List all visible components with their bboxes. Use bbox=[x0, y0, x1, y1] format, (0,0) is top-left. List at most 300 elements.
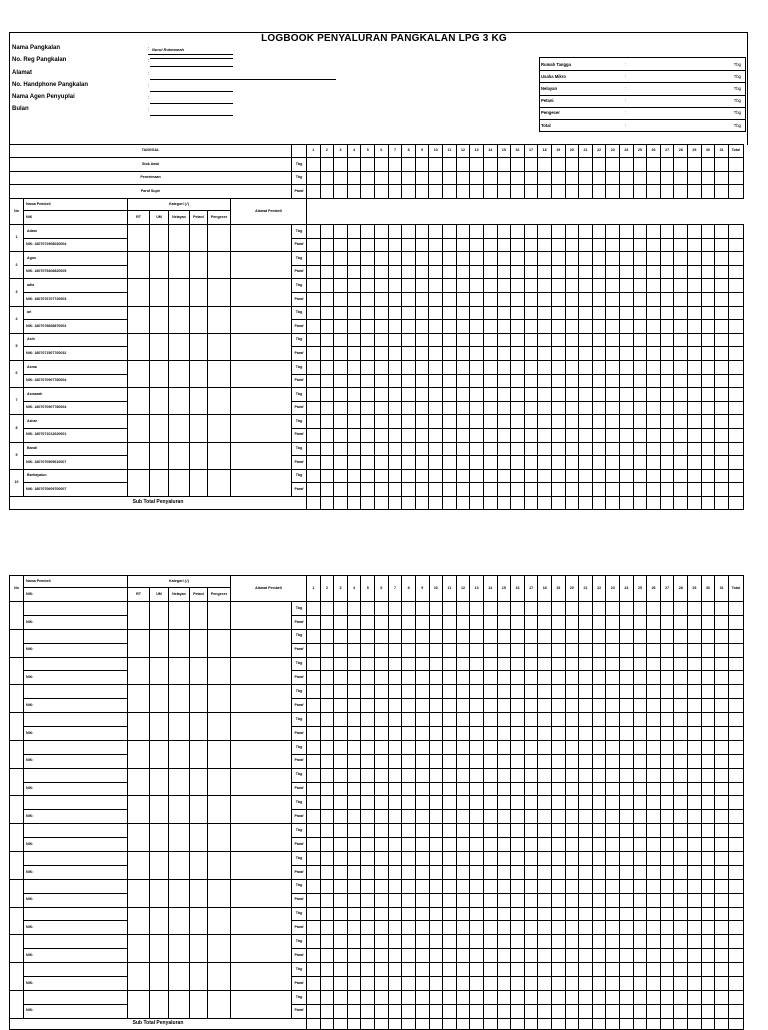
day-cell bbox=[715, 768, 729, 782]
day-cell bbox=[606, 685, 620, 699]
day-cell bbox=[592, 306, 606, 320]
day-cell bbox=[470, 893, 484, 907]
day-cell bbox=[347, 483, 361, 497]
day-cell bbox=[320, 306, 334, 320]
day-cell bbox=[497, 768, 511, 782]
day-cell bbox=[402, 279, 416, 293]
day-cell bbox=[347, 963, 361, 977]
category-check-cell bbox=[169, 252, 190, 279]
day-cell bbox=[415, 442, 429, 456]
day-cell bbox=[511, 865, 525, 879]
day-header: 5 bbox=[361, 576, 375, 602]
day-cell bbox=[334, 852, 348, 866]
day-cell bbox=[592, 643, 606, 657]
day-cell bbox=[701, 935, 715, 949]
day-cell bbox=[443, 963, 457, 977]
customer-name bbox=[24, 629, 128, 643]
customer-name bbox=[24, 657, 128, 671]
day-cell bbox=[483, 158, 497, 172]
customer-row bbox=[10, 879, 744, 893]
day-cell bbox=[361, 754, 375, 768]
category-check-cell bbox=[208, 657, 231, 685]
day-cell bbox=[497, 685, 511, 699]
category-check-cell bbox=[128, 306, 150, 333]
day-cell bbox=[415, 740, 429, 754]
category-check-cell bbox=[208, 685, 231, 713]
customer-name: Agus bbox=[24, 252, 128, 266]
day-cell bbox=[483, 893, 497, 907]
category-check-cell bbox=[169, 990, 190, 1018]
day-cell bbox=[347, 893, 361, 907]
day-cell bbox=[320, 252, 334, 266]
day-cell bbox=[443, 921, 457, 935]
day-cell bbox=[701, 374, 715, 388]
day-cell bbox=[606, 428, 620, 442]
day-cell bbox=[715, 306, 729, 320]
day-cell bbox=[347, 657, 361, 671]
day-cell bbox=[429, 401, 443, 415]
day-cell bbox=[429, 306, 443, 320]
day-cell bbox=[606, 602, 620, 616]
day-cell bbox=[620, 963, 634, 977]
day-cell bbox=[633, 415, 647, 429]
day-cell bbox=[620, 388, 634, 402]
day-cell bbox=[592, 496, 606, 509]
day-cell bbox=[579, 428, 593, 442]
day-header: 20 bbox=[565, 145, 579, 158]
day-cell bbox=[606, 1004, 620, 1018]
day-cell bbox=[415, 171, 429, 185]
day-cell bbox=[483, 643, 497, 657]
day-cell bbox=[347, 685, 361, 699]
day-cell bbox=[320, 279, 334, 293]
day-cell bbox=[375, 907, 389, 921]
day-cell bbox=[347, 442, 361, 456]
day-cell bbox=[497, 935, 511, 949]
unit-tbg: Tbg bbox=[292, 306, 307, 320]
day-cell bbox=[307, 879, 321, 893]
day-cell bbox=[688, 935, 702, 949]
header-colon: : bbox=[148, 83, 150, 89]
day-cell bbox=[647, 496, 661, 509]
day-cell bbox=[470, 935, 484, 949]
day-cell bbox=[511, 415, 525, 429]
day-cell bbox=[647, 796, 661, 810]
day-cell bbox=[565, 171, 579, 185]
day-cell bbox=[674, 442, 688, 456]
customer-nik: NIK: bbox=[24, 977, 128, 991]
customer-address bbox=[231, 388, 292, 415]
day-cell bbox=[565, 333, 579, 347]
day-cell bbox=[620, 810, 634, 824]
day-cell bbox=[415, 990, 429, 1004]
day-cell bbox=[443, 685, 457, 699]
day-header: 4 bbox=[347, 576, 361, 602]
day-cell bbox=[307, 456, 321, 470]
day-cell bbox=[606, 907, 620, 921]
day-cell bbox=[524, 265, 538, 279]
day-cell bbox=[660, 602, 674, 616]
day-cell bbox=[565, 907, 579, 921]
day-cell bbox=[307, 865, 321, 879]
day-cell bbox=[347, 469, 361, 483]
day-cell bbox=[470, 320, 484, 334]
day-cell bbox=[701, 740, 715, 754]
day-cell bbox=[388, 483, 402, 497]
customer-no bbox=[10, 740, 24, 768]
day-cell bbox=[524, 442, 538, 456]
day-cell bbox=[361, 990, 375, 1004]
day-cell bbox=[551, 428, 565, 442]
day-cell bbox=[565, 852, 579, 866]
day-cell bbox=[483, 657, 497, 671]
day-cell bbox=[551, 442, 565, 456]
day-cell bbox=[701, 306, 715, 320]
day-cell bbox=[538, 838, 552, 852]
day-cell bbox=[415, 879, 429, 893]
day-cell bbox=[565, 456, 579, 470]
customer-no: 7 bbox=[10, 388, 24, 415]
day-cell bbox=[688, 361, 702, 375]
day-cell bbox=[606, 225, 620, 239]
day-cell bbox=[511, 838, 525, 852]
day-cell bbox=[388, 935, 402, 949]
day-cell bbox=[456, 185, 470, 199]
day-cell bbox=[307, 685, 321, 699]
day-cell bbox=[456, 893, 470, 907]
day-cell bbox=[443, 824, 457, 838]
summary-colon: : bbox=[625, 61, 627, 67]
day-cell bbox=[334, 768, 348, 782]
day-cell bbox=[429, 442, 443, 456]
customer-address bbox=[231, 935, 292, 963]
day-cell bbox=[620, 768, 634, 782]
day-cell bbox=[524, 935, 538, 949]
day-cell bbox=[715, 347, 729, 361]
day-cell bbox=[511, 279, 525, 293]
day-cell bbox=[688, 629, 702, 643]
day-cell bbox=[674, 754, 688, 768]
day-cell bbox=[483, 483, 497, 497]
day-cell bbox=[674, 990, 688, 1004]
day-cell bbox=[429, 469, 443, 483]
day-cell bbox=[538, 428, 552, 442]
day-cell bbox=[334, 727, 348, 741]
day-cell bbox=[592, 810, 606, 824]
day-cell bbox=[347, 496, 361, 509]
day-cell bbox=[456, 374, 470, 388]
day-cell bbox=[402, 374, 416, 388]
day-cell bbox=[415, 893, 429, 907]
day-cell bbox=[320, 456, 334, 470]
day-cell bbox=[660, 483, 674, 497]
day-cell bbox=[511, 921, 525, 935]
day-cell bbox=[633, 671, 647, 685]
customer-name: Adam bbox=[24, 225, 128, 239]
day-cell bbox=[334, 935, 348, 949]
day-cell bbox=[511, 629, 525, 643]
category-check-cell bbox=[150, 279, 169, 306]
category-check-cell bbox=[208, 306, 231, 333]
day-cell bbox=[497, 428, 511, 442]
day-cell bbox=[361, 824, 375, 838]
customer-address bbox=[231, 713, 292, 741]
distribution-table-page1 bbox=[9, 144, 744, 510]
category-check-cell bbox=[128, 990, 150, 1018]
day-cell bbox=[728, 293, 743, 307]
day-cell bbox=[388, 469, 402, 483]
day-cell bbox=[511, 907, 525, 921]
customer-address bbox=[231, 657, 292, 685]
day-cell bbox=[633, 907, 647, 921]
unit-paraf: Paraf bbox=[292, 456, 307, 470]
day-cell bbox=[415, 158, 429, 172]
day-cell bbox=[415, 333, 429, 347]
day-cell bbox=[347, 320, 361, 334]
day-cell bbox=[470, 483, 484, 497]
customer-no: 8 bbox=[10, 415, 24, 442]
day-cell bbox=[334, 374, 348, 388]
day-cell bbox=[307, 306, 321, 320]
day-header: 9 bbox=[415, 576, 429, 602]
category-check-cell bbox=[208, 990, 231, 1018]
day-cell bbox=[388, 865, 402, 879]
day-cell bbox=[402, 754, 416, 768]
day-cell bbox=[620, 727, 634, 741]
day-cell bbox=[647, 740, 661, 754]
day-cell bbox=[511, 643, 525, 657]
day-cell bbox=[620, 415, 634, 429]
customer-name: Barhayalun bbox=[24, 469, 128, 483]
day-cell bbox=[715, 740, 729, 754]
day-cell bbox=[375, 865, 389, 879]
unit-paraf: Paraf bbox=[292, 401, 307, 415]
day-cell bbox=[443, 469, 457, 483]
day-cell bbox=[307, 225, 321, 239]
day-cell bbox=[361, 935, 375, 949]
day-cell bbox=[633, 496, 647, 509]
day-cell bbox=[388, 782, 402, 796]
day-cell bbox=[688, 671, 702, 685]
day-cell bbox=[443, 615, 457, 629]
day-cell bbox=[470, 428, 484, 442]
day-cell bbox=[728, 306, 743, 320]
day-cell bbox=[688, 727, 702, 741]
day-cell bbox=[620, 865, 634, 879]
day-cell bbox=[647, 158, 661, 172]
day-cell bbox=[606, 401, 620, 415]
day-cell bbox=[334, 796, 348, 810]
category-check-cell bbox=[190, 852, 208, 880]
day-cell bbox=[538, 699, 552, 713]
unit-paraf: Paraf bbox=[292, 865, 307, 879]
day-cell bbox=[647, 401, 661, 415]
day-cell bbox=[456, 796, 470, 810]
day-cell bbox=[334, 347, 348, 361]
day-cell bbox=[320, 158, 334, 172]
day-cell bbox=[633, 265, 647, 279]
day-cell bbox=[375, 496, 389, 509]
day-cell bbox=[674, 865, 688, 879]
day-cell bbox=[402, 893, 416, 907]
day-cell bbox=[524, 225, 538, 239]
day-cell bbox=[728, 657, 743, 671]
day-cell bbox=[552, 810, 566, 824]
day-cell bbox=[361, 810, 375, 824]
day-cell bbox=[620, 879, 634, 893]
day-cell bbox=[728, 671, 743, 685]
day-cell bbox=[620, 442, 634, 456]
day-header: 30 bbox=[701, 145, 715, 158]
day-cell bbox=[320, 671, 334, 685]
day-cell bbox=[511, 428, 525, 442]
day-cell bbox=[497, 727, 511, 741]
day-header: 4 bbox=[347, 145, 361, 158]
day-cell bbox=[701, 238, 715, 252]
day-header: 12 bbox=[456, 145, 470, 158]
day-cell bbox=[647, 265, 661, 279]
col-header-nama-pembeli: Nama Pembeli bbox=[24, 576, 128, 588]
day-cell bbox=[565, 671, 579, 685]
day-cell bbox=[470, 824, 484, 838]
day-cell bbox=[620, 657, 634, 671]
day-cell bbox=[456, 333, 470, 347]
day-cell bbox=[402, 990, 416, 1004]
day-cell bbox=[524, 949, 538, 963]
day-cell bbox=[402, 158, 416, 172]
day-cell bbox=[470, 727, 484, 741]
day-cell bbox=[647, 921, 661, 935]
day-cell bbox=[483, 347, 497, 361]
day-cell bbox=[538, 225, 552, 239]
day-cell bbox=[347, 824, 361, 838]
category-check-cell bbox=[150, 796, 169, 824]
day-cell bbox=[688, 265, 702, 279]
day-cell bbox=[715, 361, 729, 375]
day-cell bbox=[633, 456, 647, 470]
unit-tbg: Tbg bbox=[292, 935, 307, 949]
customer-nik: NIK: 1807078608870002 bbox=[24, 320, 128, 334]
day-cell bbox=[606, 320, 620, 334]
day-cell bbox=[701, 893, 715, 907]
day-cell bbox=[443, 1004, 457, 1018]
day-cell bbox=[660, 1004, 674, 1018]
day-cell bbox=[470, 456, 484, 470]
day-header: 29 bbox=[688, 145, 702, 158]
category-check-cell bbox=[150, 852, 169, 880]
day-cell bbox=[633, 347, 647, 361]
day-cell bbox=[429, 238, 443, 252]
category-check-cell bbox=[190, 907, 208, 935]
day-cell bbox=[375, 415, 389, 429]
day-cell bbox=[361, 949, 375, 963]
day-cell bbox=[552, 713, 566, 727]
day-cell bbox=[334, 699, 348, 713]
day-header: 24 bbox=[620, 145, 634, 158]
day-cell bbox=[320, 629, 334, 643]
day-cell bbox=[470, 293, 484, 307]
day-cell bbox=[728, 629, 743, 643]
day-cell bbox=[375, 935, 389, 949]
day-cell bbox=[592, 949, 606, 963]
day-cell bbox=[388, 921, 402, 935]
day-cell bbox=[470, 225, 484, 239]
day-cell bbox=[307, 171, 321, 185]
day-cell bbox=[606, 671, 620, 685]
customer-no: 5 bbox=[10, 333, 24, 360]
day-cell bbox=[307, 320, 321, 334]
day-cell bbox=[375, 320, 389, 334]
day-cell bbox=[429, 949, 443, 963]
day-cell bbox=[347, 293, 361, 307]
day-cell bbox=[701, 629, 715, 643]
day-cell bbox=[307, 782, 321, 796]
day-cell bbox=[320, 921, 334, 935]
day-cell bbox=[728, 685, 743, 699]
day-cell bbox=[579, 415, 593, 429]
day-cell bbox=[579, 740, 593, 754]
day-cell bbox=[688, 879, 702, 893]
day-cell bbox=[538, 374, 552, 388]
day-cell bbox=[361, 782, 375, 796]
day-cell bbox=[565, 320, 579, 334]
day-header: 7 bbox=[388, 576, 402, 602]
day-cell bbox=[688, 442, 702, 456]
day-cell bbox=[606, 657, 620, 671]
day-cell bbox=[565, 225, 579, 239]
day-cell bbox=[633, 893, 647, 907]
customer-nik: NIK: bbox=[24, 671, 128, 685]
day-cell bbox=[307, 279, 321, 293]
day-cell bbox=[579, 265, 593, 279]
day-cell bbox=[320, 483, 334, 497]
customer-row bbox=[10, 768, 744, 782]
day-cell bbox=[633, 768, 647, 782]
day-header: 22 bbox=[592, 145, 606, 158]
day-cell bbox=[647, 643, 661, 657]
day-cell bbox=[552, 685, 566, 699]
category-check-cell bbox=[128, 713, 150, 741]
day-cell bbox=[660, 401, 674, 415]
day-cell bbox=[456, 727, 470, 741]
day-cell bbox=[620, 713, 634, 727]
day-cell bbox=[361, 456, 375, 470]
day-cell bbox=[456, 643, 470, 657]
day-cell bbox=[660, 643, 674, 657]
day-cell bbox=[320, 171, 334, 185]
day-header: 6 bbox=[375, 145, 389, 158]
day-cell bbox=[320, 225, 334, 239]
day-cell bbox=[688, 415, 702, 429]
unit-tbg: Tbg bbox=[292, 768, 307, 782]
day-cell bbox=[347, 907, 361, 921]
unit-tbg: Tbg bbox=[292, 852, 307, 866]
customer-nik: NIK: bbox=[24, 838, 128, 852]
day-cell bbox=[592, 252, 606, 266]
day-cell bbox=[592, 415, 606, 429]
day-cell bbox=[334, 238, 348, 252]
day-cell bbox=[728, 483, 743, 497]
day-cell bbox=[511, 252, 525, 266]
day-cell bbox=[307, 629, 321, 643]
day-cell bbox=[483, 401, 497, 415]
day-cell bbox=[470, 657, 484, 671]
day-cell bbox=[647, 893, 661, 907]
day-cell bbox=[456, 293, 470, 307]
day-cell bbox=[579, 388, 593, 402]
day-cell bbox=[470, 442, 484, 456]
day-cell bbox=[511, 977, 525, 991]
